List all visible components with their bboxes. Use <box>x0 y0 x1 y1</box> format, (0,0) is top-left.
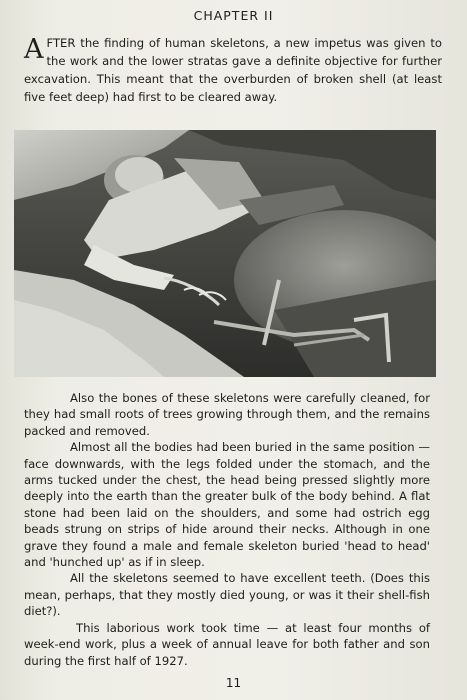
chapter-heading: CHAPTER II <box>193 8 274 23</box>
body-paragraph: Almost all the bodies had been buried in the same position — face downwards, with the legs folded under the stomach, and the arms tucked under the chest, the head being pressed slightly more deeply into the earth than the greater bulk of the body behind. A flat stone had been laid on the shoulders, and some had ostrich egg beads strung on strips of hide around their necks. Although in one grave they found a male and female skeleton buried 'head to head' and 'hunched up' as if in sleep. <box>24 440 430 570</box>
drop-cap-letter: A <box>24 34 44 65</box>
body-paragraph: Also the bones of these skeletons were carefully cleaned, for they had small roots of trees growing through them, and the remains packed and removed. <box>24 391 430 438</box>
body-paragraph: All the skeletons seemed to have excellent teeth. (Does this mean, perhaps, that they mostly died young, or was it their shell-fish diet?). <box>24 571 430 619</box>
excavation-photograph <box>14 130 436 377</box>
body-paragraph: This laborious work took time — at least four months of week-end work, plus a week of annual leave for both father and son during the first half of 1927. <box>24 620 430 668</box>
intro-paragraph <box>24 34 442 106</box>
photo-illustration <box>14 130 436 377</box>
page-number: 11 <box>225 676 242 690</box>
body-text <box>24 390 430 669</box>
intro-text: FTER the finding of human skeletons, a new impetus was given to the work and the lower stratas gave a definite objective for further excavation. This meant that the overburden of broken shell (at least five feet deep) had first to be cleared away. <box>24 36 442 104</box>
